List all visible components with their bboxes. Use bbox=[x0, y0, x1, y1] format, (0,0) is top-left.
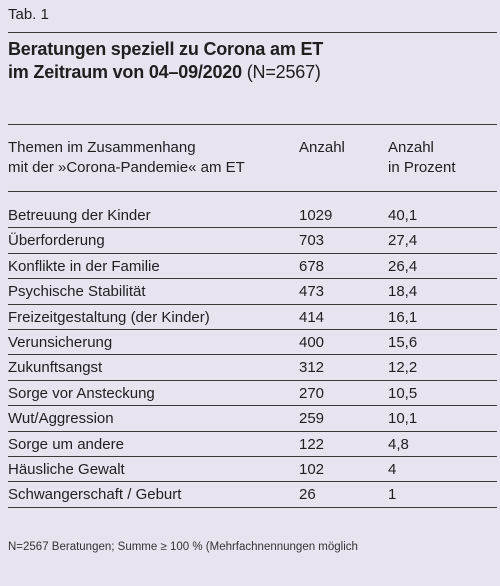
count-cell: 703 bbox=[299, 232, 325, 250]
header-bottom-rule bbox=[8, 191, 497, 192]
table-row bbox=[8, 228, 497, 253]
theme-cell: Schwangerschaft / Geburt bbox=[8, 486, 182, 504]
count-cell: 1029 bbox=[299, 207, 333, 224]
theme-cell: Sorge um andere bbox=[8, 435, 124, 453]
theme-cell: Freizeitgestaltung (der Kinder) bbox=[8, 308, 210, 326]
table-row bbox=[8, 254, 497, 279]
theme-cell: Verunsicherung bbox=[8, 333, 113, 351]
count-cell: 26 bbox=[299, 486, 316, 504]
header-count: Anzahl bbox=[299, 139, 345, 156]
table-row bbox=[8, 355, 497, 380]
table-row bbox=[8, 305, 497, 330]
count-cell: 473 bbox=[299, 283, 325, 301]
table-row bbox=[8, 330, 497, 355]
theme-cell: Überforderung bbox=[8, 232, 105, 250]
title-line-2-bold: im Zeitraum von 04–09/2020 bbox=[8, 62, 242, 82]
table-body bbox=[8, 203, 497, 508]
table-title bbox=[8, 38, 488, 84]
table-row bbox=[8, 482, 497, 507]
table-row bbox=[8, 406, 497, 431]
count-cell: 270 bbox=[299, 384, 325, 402]
header-percent-line-2: in Prozent bbox=[388, 159, 456, 176]
table-row bbox=[8, 457, 497, 482]
percent-cell: 4 bbox=[388, 460, 397, 478]
theme-cell: Konflikte in der Familie bbox=[8, 257, 160, 275]
title-sample-size: (N=2567) bbox=[241, 62, 321, 82]
table-footnote: N=2567 Beratungen; Summe ≥ 100 % (Mehrfachnennungen möglich bbox=[8, 541, 358, 553]
table-row bbox=[8, 279, 497, 304]
percent-cell: 18,4 bbox=[388, 283, 418, 301]
percent-cell: 10,5 bbox=[388, 384, 418, 402]
percent-cell: 10,1 bbox=[388, 410, 418, 428]
percent-cell: 15,6 bbox=[388, 333, 418, 351]
percent-cell: 40,1 bbox=[388, 207, 418, 224]
count-cell: 312 bbox=[299, 359, 325, 377]
count-cell: 400 bbox=[299, 333, 325, 351]
row-divider bbox=[8, 507, 497, 508]
table-row bbox=[8, 381, 497, 406]
header-themes-line-1: Themen im Zusammenhang bbox=[8, 139, 196, 156]
percent-cell: 26,4 bbox=[388, 257, 418, 275]
header-themes bbox=[8, 138, 288, 178]
percent-cell: 12,2 bbox=[388, 359, 418, 377]
table-row bbox=[8, 432, 497, 457]
count-cell: 414 bbox=[299, 308, 325, 326]
header-percent bbox=[388, 138, 488, 178]
count-cell: 122 bbox=[299, 435, 325, 453]
header-percent-line-1: Anzahl bbox=[388, 139, 434, 156]
title-line-1: Beratungen speziell zu Corona am ET bbox=[8, 39, 324, 59]
count-cell: 678 bbox=[299, 257, 325, 275]
theme-cell: Sorge vor Ansteckung bbox=[8, 384, 155, 402]
count-cell: 259 bbox=[299, 410, 325, 428]
percent-cell: 1 bbox=[388, 486, 397, 504]
top-rule bbox=[8, 32, 497, 33]
percent-cell: 4,8 bbox=[388, 435, 409, 453]
title-line-2 bbox=[8, 61, 488, 84]
theme-cell: Zukunftsangst bbox=[8, 359, 103, 377]
table-number: Tab. 1 bbox=[8, 6, 49, 23]
header-top-rule bbox=[8, 124, 497, 125]
header-themes-line-2: mit der »Corona-Pandemie« am ET bbox=[8, 159, 245, 176]
count-cell: 102 bbox=[299, 460, 325, 478]
theme-cell: Häusliche Gewalt bbox=[8, 460, 125, 478]
theme-cell: Wut/Aggression bbox=[8, 410, 114, 428]
percent-cell: 27,4 bbox=[388, 232, 418, 250]
table-row bbox=[8, 203, 497, 228]
theme-cell: Psychische Stabilität bbox=[8, 283, 146, 301]
theme-cell: Betreuung der Kinder bbox=[8, 207, 151, 224]
percent-cell: 16,1 bbox=[388, 308, 418, 326]
